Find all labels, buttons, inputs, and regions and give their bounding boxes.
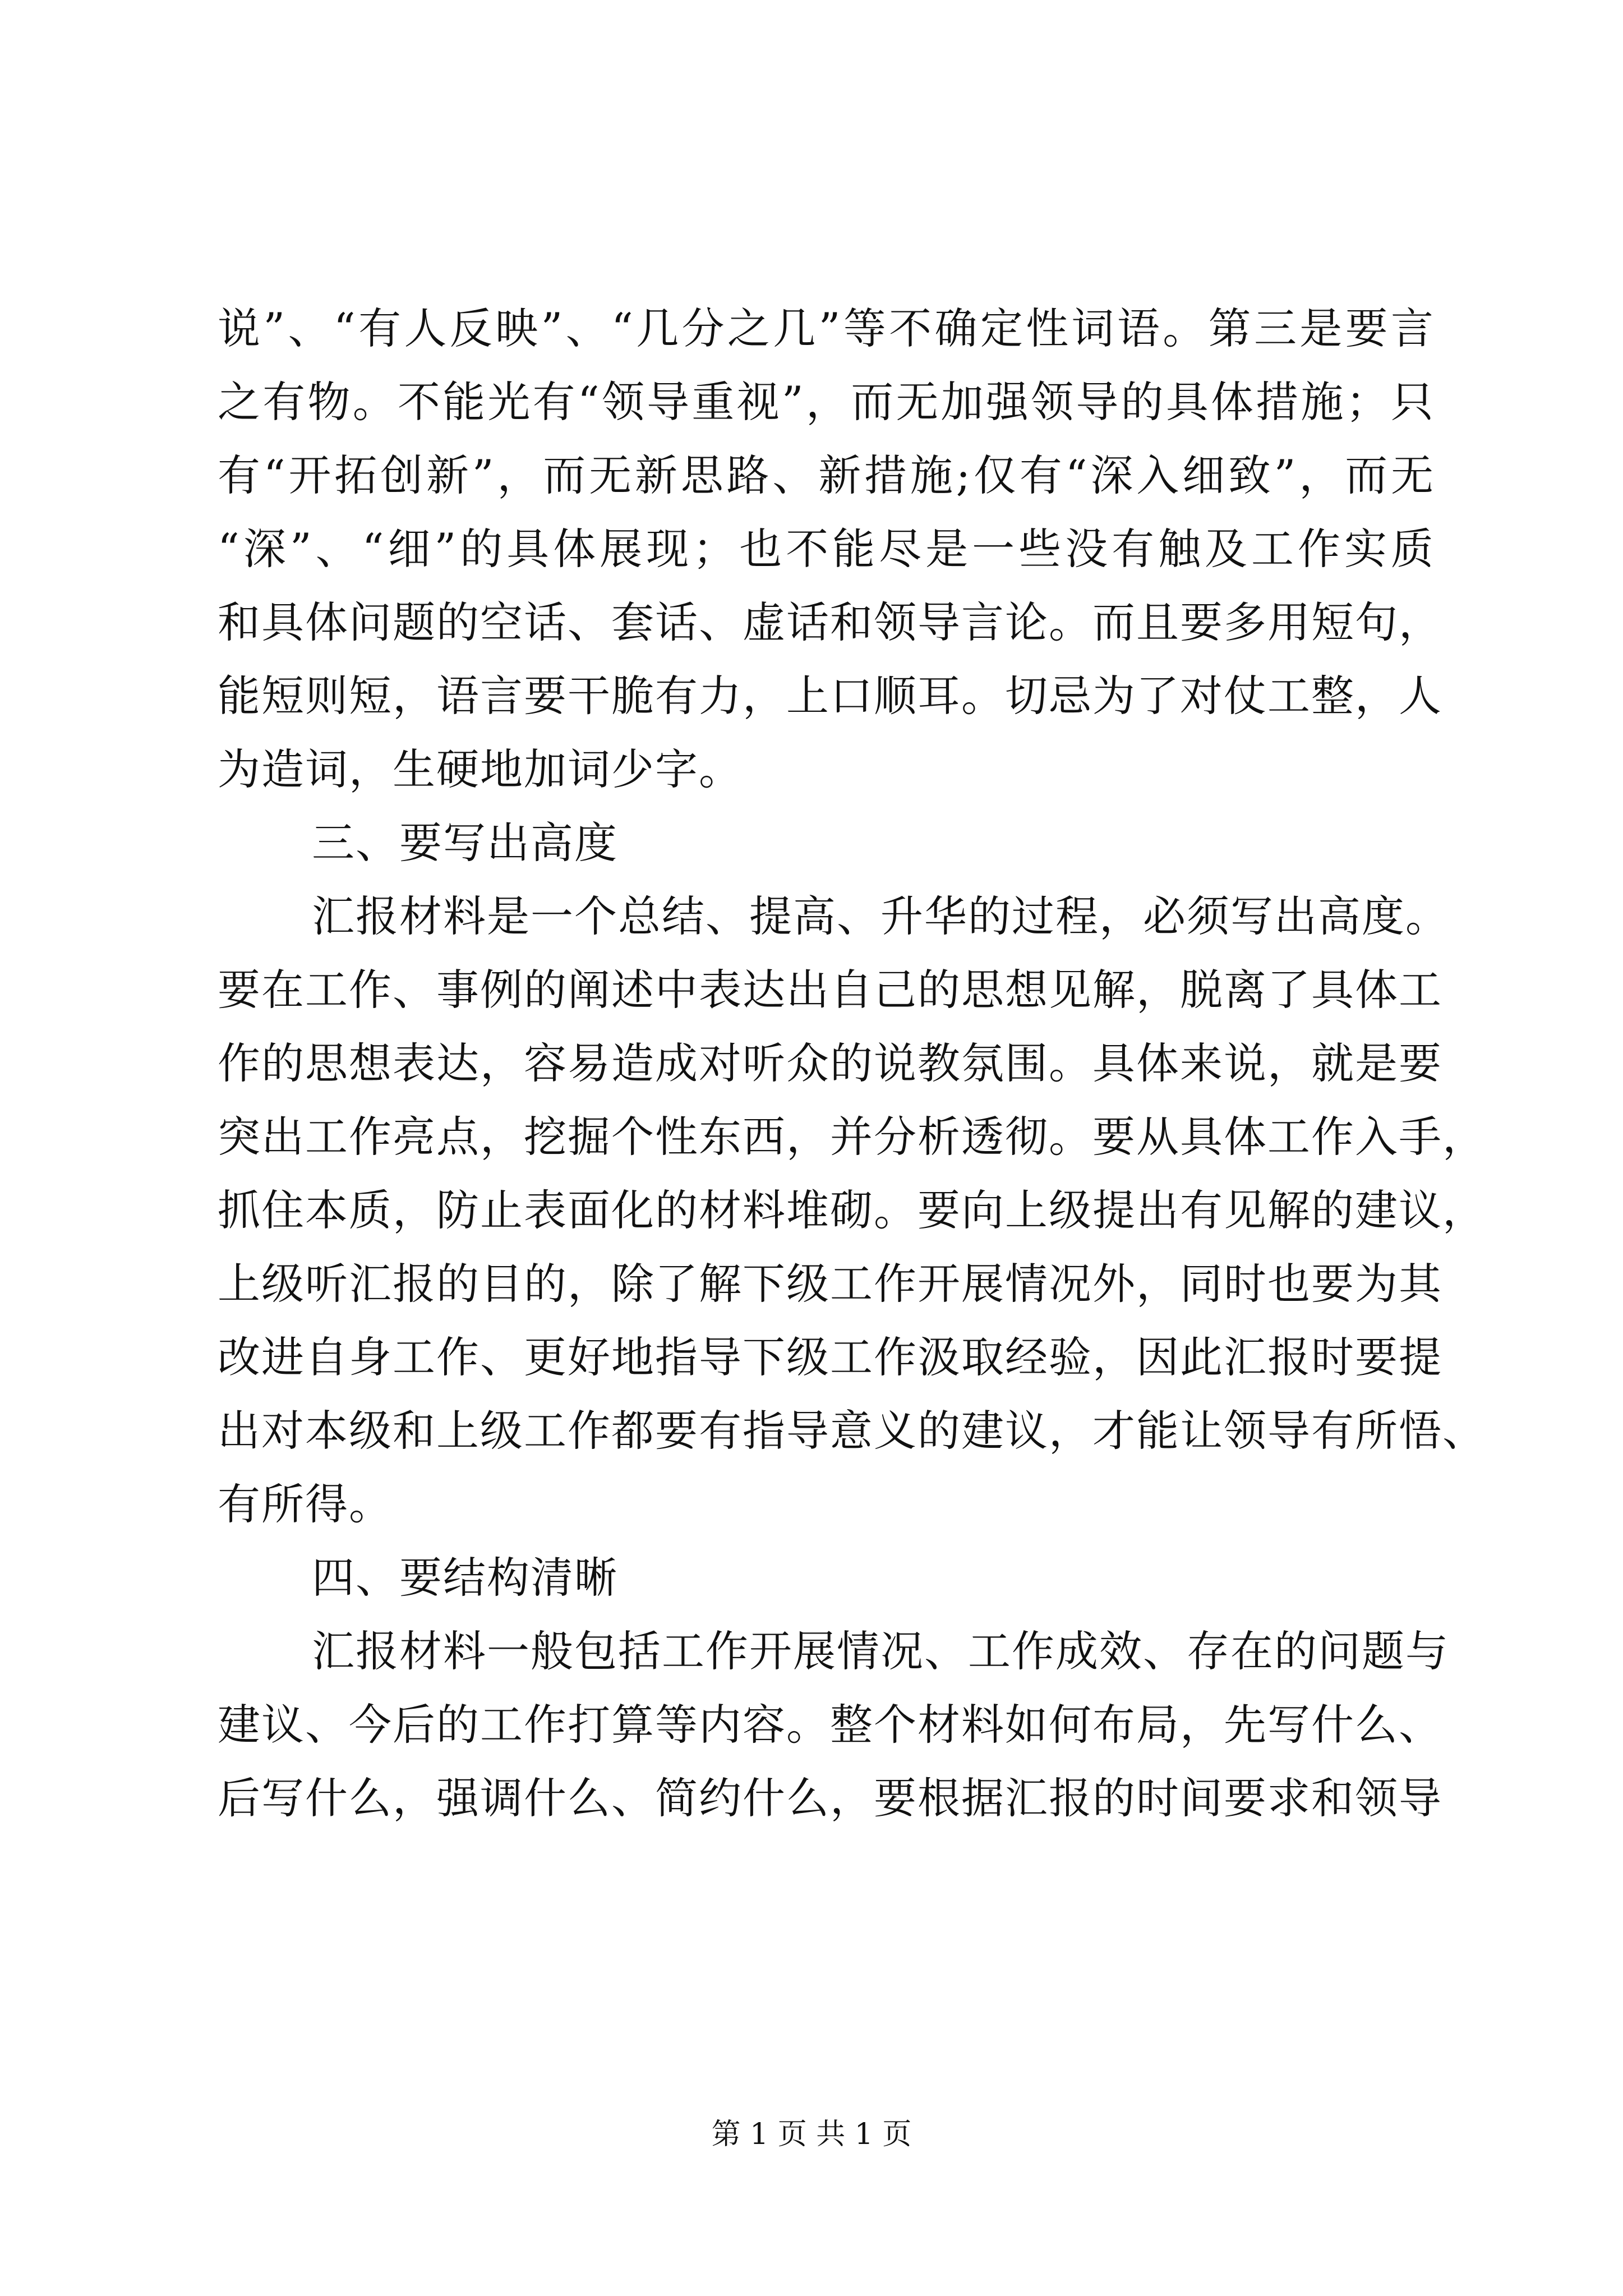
text-line: 有所得。 xyxy=(218,1479,393,1529)
text-line: 抓住本质，防止表面化的材料堆砌。要向上级提出有见解的建议， xyxy=(218,1185,1486,1235)
document-body xyxy=(218,292,1486,1835)
text-line: 和具体问题的空话、套话、虚话和领导言论。而且要多用短句， xyxy=(218,597,1442,647)
text-line: 说”、“有人反映”、“几分之几”等不确定性词语。第三是要言 xyxy=(218,303,1435,353)
text-line: 改进自身工作、更好地指导下级工作汲取经验，因此汇报时要提 xyxy=(218,1332,1442,1382)
text-line: 汇报材料一般包括工作开展情况、工作成效、存在的问题与 xyxy=(312,1626,1449,1676)
text-line: 汇报材料是一个总结、提高、升华的过程，必须写出高度。 xyxy=(312,891,1449,941)
text-line: 突出工作亮点，挖掘个性东西，并分析透彻。要从具体工作入手， xyxy=(218,1112,1486,1162)
page-footer: 第 1 页 共 1 页 xyxy=(711,2118,912,2151)
paragraph-2 xyxy=(218,880,1486,1541)
paragraph-1 xyxy=(218,292,1442,806)
paragraph-3 xyxy=(218,1614,1449,1835)
text-line: “深”、“细”的具体展现；也不能尽是一些没有触及工作实质 xyxy=(218,524,1435,574)
text-line: 要在工作、事例的阐述中表达出自己的思想见解，脱离了具体工 xyxy=(218,965,1442,1015)
text-line: 有“开拓创新”，而无新思路、新措施;仅有“深入细致”，而无 xyxy=(218,450,1435,500)
text-line: 之有物。不能光有“领导重视”，而无加强领导的具体措施；只 xyxy=(218,377,1435,427)
text-line: 后写什么，强调什么、简约什么，要根据汇报的时间要求和领导 xyxy=(218,1773,1442,1823)
text-line: 出对本级和上级工作都要有指导意义的建议，才能让领导有所悟、 xyxy=(218,1406,1486,1456)
text-line: 能短则短，语言要干脆有力，上口顺耳。切忌为了对仗工整，人 xyxy=(218,671,1442,721)
text-line: 作的思想表达，容易造成对听众的说教氛围。具体来说，就是要 xyxy=(218,1038,1442,1088)
section-heading: 四、要结构清晰 xyxy=(312,1553,618,1603)
section-heading: 三、要写出高度 xyxy=(312,818,618,868)
text-line: 为造词，生硬地加词少字。 xyxy=(218,744,743,794)
text-line: 建议、今后的工作打算等内容。整个材料如何布局，先写什么、 xyxy=(218,1700,1442,1750)
text-line: 上级听汇报的目的，除了解下级工作开展情况外，同时也要为其 xyxy=(218,1259,1442,1309)
